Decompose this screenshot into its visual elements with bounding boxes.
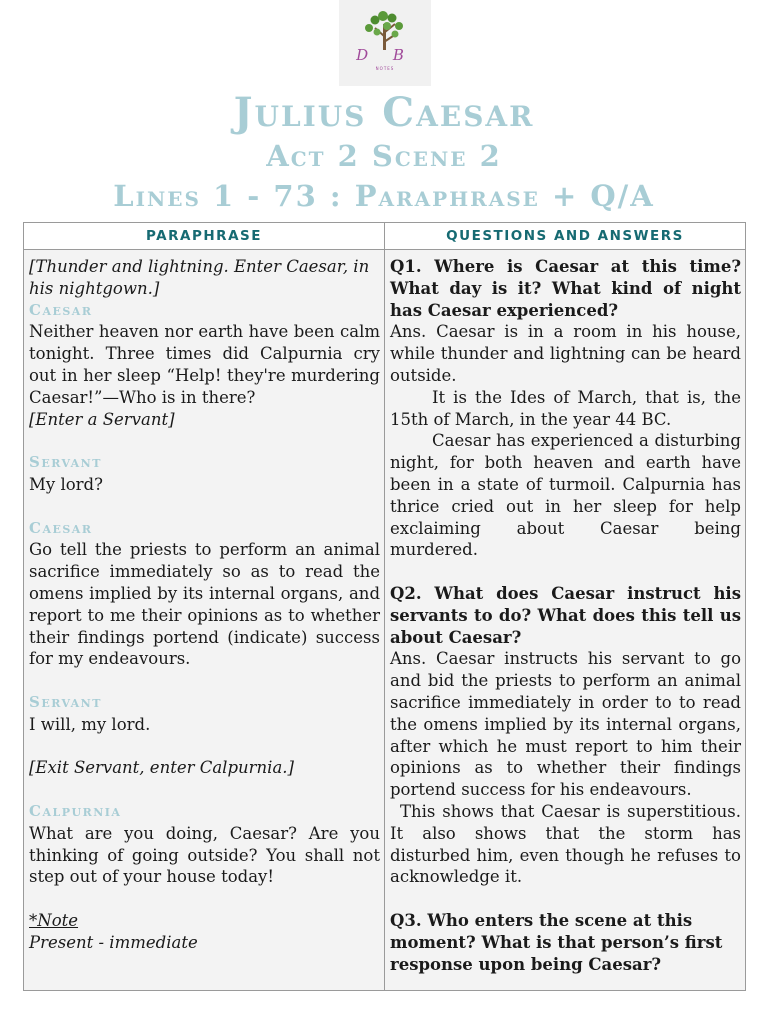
question-1: Q1. Where is Caesar at this time? What day is it? What kind of night has Caesar experienced? (390, 257, 741, 320)
stage-direction: [Exit Servant, enter Calpurnia.] (29, 758, 294, 778)
column-divider (384, 223, 385, 990)
header-qa: QUESTIONS AND ANSWERS (385, 223, 745, 250)
speaker-name: Servant (29, 453, 102, 472)
tree-logo-icon (339, 0, 431, 86)
speech-line: Go tell the priests to perform an animal sacrifice immediately so as to read the omens implied by its internal organs, and report to me their opinions as to whether their findings portend (indicate) success for my endeavours. (29, 540, 380, 669)
stage-direction: [Thunder and lightning. Enter Caesar, in his nightgown.] (29, 257, 370, 298)
answer-2-part-1: Ans. Caesar instructs his servant to go and bid the priests to perform an animal sacrifice immediately in order to to read the omens implied by its internal organs, after which he must report to him their opinions as to whether their findings portend success for his endeavours. (390, 649, 741, 800)
answer-1-part-2: It is the Ides of March, that is, the 15th of March, in the year 44 BC. (390, 387, 741, 429)
qa-column (390, 256, 741, 975)
speech-line: My lord? (29, 474, 103, 494)
logo-caption: NOTES (375, 66, 395, 71)
question-2: Q2. What does Caesar instruct his servants to do? What does this tell us about Caesar? (390, 583, 741, 647)
title-block (0, 90, 768, 216)
page-title: Julius Caesar (233, 89, 535, 136)
stage-direction: [Enter a Servant] (29, 409, 175, 429)
speech-line: Neither heaven nor earth have been calm tonight. Three times did Calpurnia cry out in her sleep “Help! they're murdering Caesar!”—Who is in there? (29, 322, 380, 407)
speech-line: I will, my lord. (29, 714, 151, 734)
answer-2-part-2: This shows that Caesar is superstitious. It also shows that the storm has disturbed him, even though he refuses to acknowledge it. (390, 801, 741, 887)
logo (339, 0, 431, 86)
note-text: Present - immediate (29, 932, 198, 952)
answer-1-part-3: Caesar has experienced a disturbing night, for both heaven and earth have been in a state of turmoil. Calpurnia has thrice cried out in her sleep for help exclaiming about Caesar being murdered. (390, 431, 741, 560)
speech-line: What are you doing, Caesar? Are you thinking of going outside? You shall not step out of your house today! (29, 823, 380, 887)
header-paraphrase: PARAPHRASE (24, 223, 385, 250)
answer-1-part-1: Ans. Caesar is in a room in his house, while thunder and lightning can be heard outside. (390, 322, 741, 385)
page-subtitle-lines: Lines 1 - 73 : Paraphrase + Q/A (113, 179, 655, 213)
content-table (23, 222, 746, 991)
page-subtitle-act: Act 2 Scene 2 (266, 139, 502, 173)
speaker-name: Calpurnia (29, 801, 122, 820)
speaker-name: Servant (29, 692, 102, 711)
speaker-name: Caesar (29, 518, 93, 537)
note-label: *Note (29, 910, 79, 930)
logo-letters: D B (356, 46, 414, 64)
speaker-name: Caesar (29, 300, 93, 319)
paraphrase-column (29, 256, 380, 954)
question-3: Q3. Who enters the scene at this moment? What is that person’s first response upon being Caesar? (390, 910, 723, 974)
